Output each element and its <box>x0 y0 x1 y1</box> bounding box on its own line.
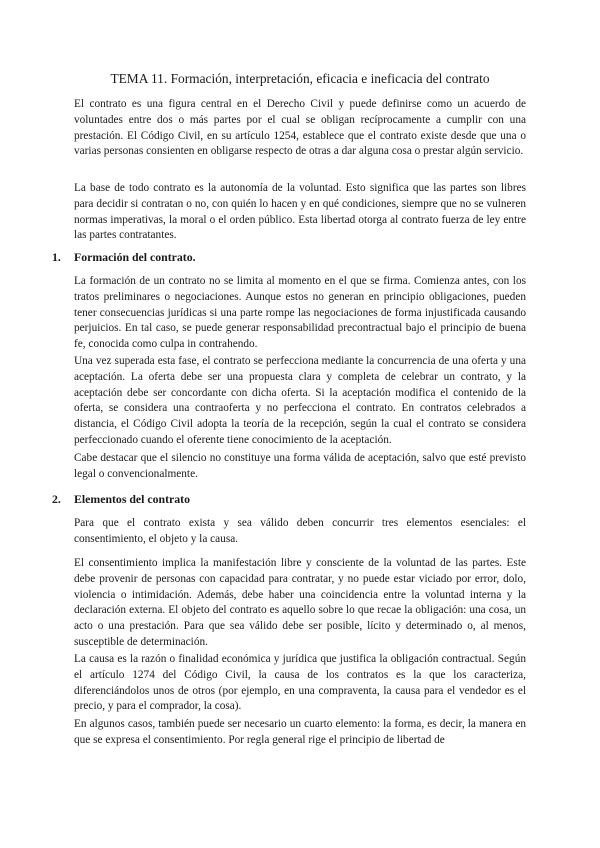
section-2-heading <box>52 492 522 507</box>
section-1-paragraph-3: Cabe destacar que el silencio no constituye una forma válida de aceptación, salvo que esté previsto legal o convencionalmente. <box>74 452 526 480</box>
section-1-paragraph-1: La formación de un contrato no se limita al momento en el que se firma. Comienza antes, con los tratos preliminares o negociaciones. Aunque estos no generan en principio obligaciones, pueden tener consecuencias jurídicas si una parte rompe las negociaciones de forma injustificada causando perjuicios. En tal caso, se puede generar responsabilidad precontractual bajo el principio de buena fe, conocida como culpa in contrahendo. <box>74 275 526 351</box>
intro-paragraph-2: La base de todo contrato es la autonomía de la voluntad. Esto significa que las partes son libres para decidir si contratan o no, con quién lo hacen y en qué condiciones, siempre que no se vulneren normas imperativas, la moral o el orden público. Esta libertad otorga al contrato fuerza de ley entre las partes contratantes. <box>74 182 526 242</box>
section-2-paragraph-1: Para que el contrato exista y sea válido deben concurrir tres elementos esenciales: el consentimiento, el objeto y la causa. <box>74 517 526 545</box>
section-1-paragraph-2: Una vez superada esta fase, el contrato se perfecciona mediante la concurrencia de una oferta y una aceptación. La oferta debe ser una propuesta clara y completa de celebrar un contrato, y la aceptación debe ser concordante con dicha oferta. Si la aceptación modifica el contenido de la oferta, se considera una contraoferta y no perfecciona el contrato. En contratos celebrados a distancia, el Código Civil adopta la teoría de la recepción, según la cual el contrato se considera perfeccionado cuando el oferente tiene conocimiento de la aceptación. <box>74 355 526 446</box>
section-2-title: Elementos del contrato <box>74 492 190 506</box>
section-1-number: 1. <box>52 250 61 264</box>
intro-paragraph-1: El contrato es una figura central en el Derecho Civil y puede definirse como un acuerdo de voluntades entre dos o más partes por el cual se obligan recíprocamente a cumplir con una prestación. El Código Civil, en su artículo 1254, establece que el contrato existe desde que una o varias personas consienten en obligarse respecto de otras a dar alguna cosa o prestar algún servicio. <box>74 98 526 158</box>
section-2-number: 2. <box>52 492 61 506</box>
section-1-heading <box>52 250 522 265</box>
section-2-paragraph-4: En algunos casos, también puede ser necesario un cuarto elemento: la forma, es decir, la manera en que se expresa el consentimiento. Por regla general rige el principio de libertad de <box>74 718 526 746</box>
page-title: TEMA 11. Formación, interpretación, eficacia e ineficacia del contrato <box>110 71 490 86</box>
section-1-title: Formación del contrato. <box>74 250 196 264</box>
section-2-paragraph-2: El consentimiento implica la manifestación libre y consciente de la voluntad de las partes. Este debe provenir de personas con capacidad para contratar, y no puede estar viciado por error, dolo, violencia o intimidación. Además, debe haber una coincidencia entre la voluntad interna y la declaración externa. El objeto del contrato es aquello sobre lo que recae la obligación: una cosa, un acto o una prestación. Para que sea válido debe ser posible, lícito y determinado o, al menos, susceptible de determinación. <box>74 557 526 648</box>
section-2-paragraph-3: La causa es la razón o finalidad económica y jurídica que justifica la obligación contractual. Según el artículo 1274 del Código Civil, la causa de los contratos es la que los caracteriza, diferenciándolos unos de otros (por ejemplo, en una compraventa, la causa para el vendedor es el precio, y para el comprador, la cosa). <box>74 653 526 713</box>
